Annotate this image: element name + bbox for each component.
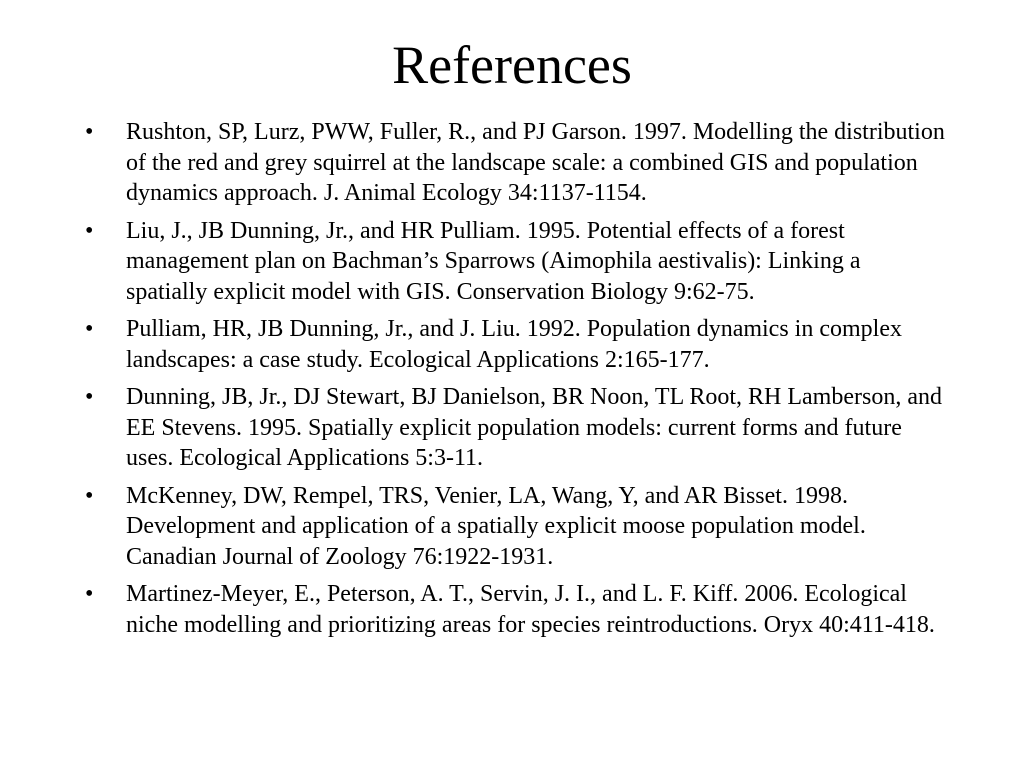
- reference-text: Liu, J., JB Dunning, Jr., and HR Pulliam. 1995. Potential effects of a forest management plan on Bachman’s Sparrows (Aimophila aestivalis): Linking a spatially explicit model with GIS. Conservation Biology 9:62-75.: [126, 217, 861, 305]
- reference-text: Pulliam, HR, JB Dunning, Jr., and J. Liu. 1992. Population dynamics in complex landscapes: a case study. Ecological Applications 2:165-177.: [126, 316, 902, 373]
- bullet-icon: •: [85, 316, 94, 342]
- bullet-icon: •: [85, 119, 94, 145]
- reference-text: Dunning, JB, Jr., DJ Stewart, BJ Danielson, BR Noon, TL Root, RH Lamberson, and EE Stevens. 1995. Spatially explicit population models: current forms and future uses. Ecological Applications 5:3-11.: [126, 384, 942, 471]
- bullet-icon: •: [85, 581, 94, 607]
- reference-item: [85, 579, 945, 640]
- reference-item: [85, 117, 945, 209]
- reference-item: [85, 216, 945, 308]
- bullet-icon: •: [85, 217, 94, 244]
- reference-text: Rushton, SP, Lurz, PWW, Fuller, R., and PJ Garson. 1997. Modelling the distribution of the red and grey squirrel at the landscape scale: a combined GIS and population dynamics approach. J. Animal Ecology 34:1137-1154.: [126, 119, 945, 206]
- reference-item: [85, 481, 945, 573]
- reference-item: [85, 314, 945, 375]
- slide-title: References: [392, 35, 632, 95]
- bullet-icon: •: [85, 482, 94, 509]
- reference-list: [85, 117, 945, 647]
- reference-item: [85, 382, 945, 474]
- reference-text: Martinez-Meyer, E., Peterson, A. T., Servin, J. I., and L. F. Kiff. 2006. Ecological niche modelling and prioritizing areas for species reintroductions. Oryx 40:411-418.: [126, 581, 935, 638]
- reference-text: McKenney, DW, Rempel, TRS, Venier, LA, Wang, Y, and AR Bisset. 1998. Development and application of a spatially explicit moose population model. Canadian Journal of Zoology 76:1922-1931.: [126, 482, 866, 570]
- bullet-icon: •: [85, 384, 94, 410]
